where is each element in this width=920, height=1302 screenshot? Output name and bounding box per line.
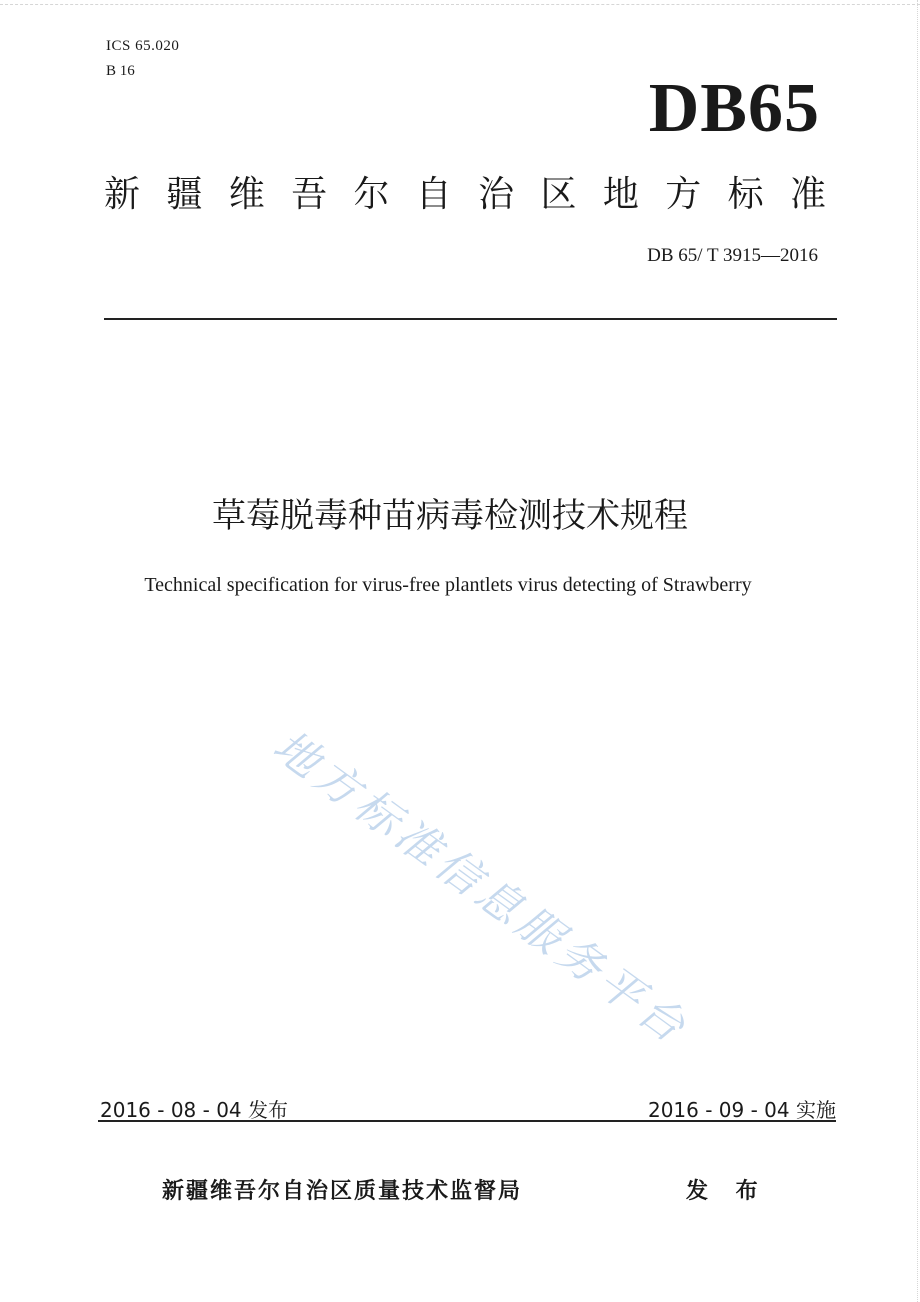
standard-category: [104, 170, 826, 220]
category-char: 新: [104, 174, 141, 215]
category-char: 疆: [166, 174, 203, 215]
issuing-authority: 新疆维吾尔自治区质量技术监督局: [162, 1179, 523, 1204]
document-title-cn: 草莓脱毒种苗病毒检测技术规程: [212, 496, 688, 536]
category-char: 准: [789, 174, 826, 215]
category-char: 吾: [291, 174, 328, 215]
publish-label: 发 布: [686, 1179, 768, 1204]
implementation-date: 2016 - 09 - 04 实施: [647, 1098, 836, 1122]
category-char: 尔: [353, 174, 390, 215]
category-char: 区: [540, 174, 577, 215]
issue-date: 2016 - 08 - 04 发布: [100, 1098, 289, 1122]
ics-code: ICS 65.020: [106, 38, 180, 54]
category-char: 地: [602, 174, 639, 215]
document-title-en: Technical specification for virus-free plantlets virus detecting of Strawberry: [144, 574, 752, 596]
standard-code: DB65: [648, 70, 820, 147]
footer-divider: [98, 1120, 836, 1122]
category-char: 自: [415, 174, 452, 215]
watermark: 地方标准信息服务平台: [263, 720, 699, 1056]
category-char: 方: [665, 174, 702, 215]
category-char: 标: [727, 174, 764, 215]
scan-edge-top: [0, 0, 920, 5]
category-char: 维: [228, 174, 265, 215]
ccs-code: B 16: [106, 63, 135, 79]
category-char: 治: [478, 174, 515, 215]
header-divider: [104, 318, 837, 320]
scan-edge-right: [916, 0, 918, 1302]
standard-number: DB 65/ T 3915—2016: [647, 245, 818, 266]
